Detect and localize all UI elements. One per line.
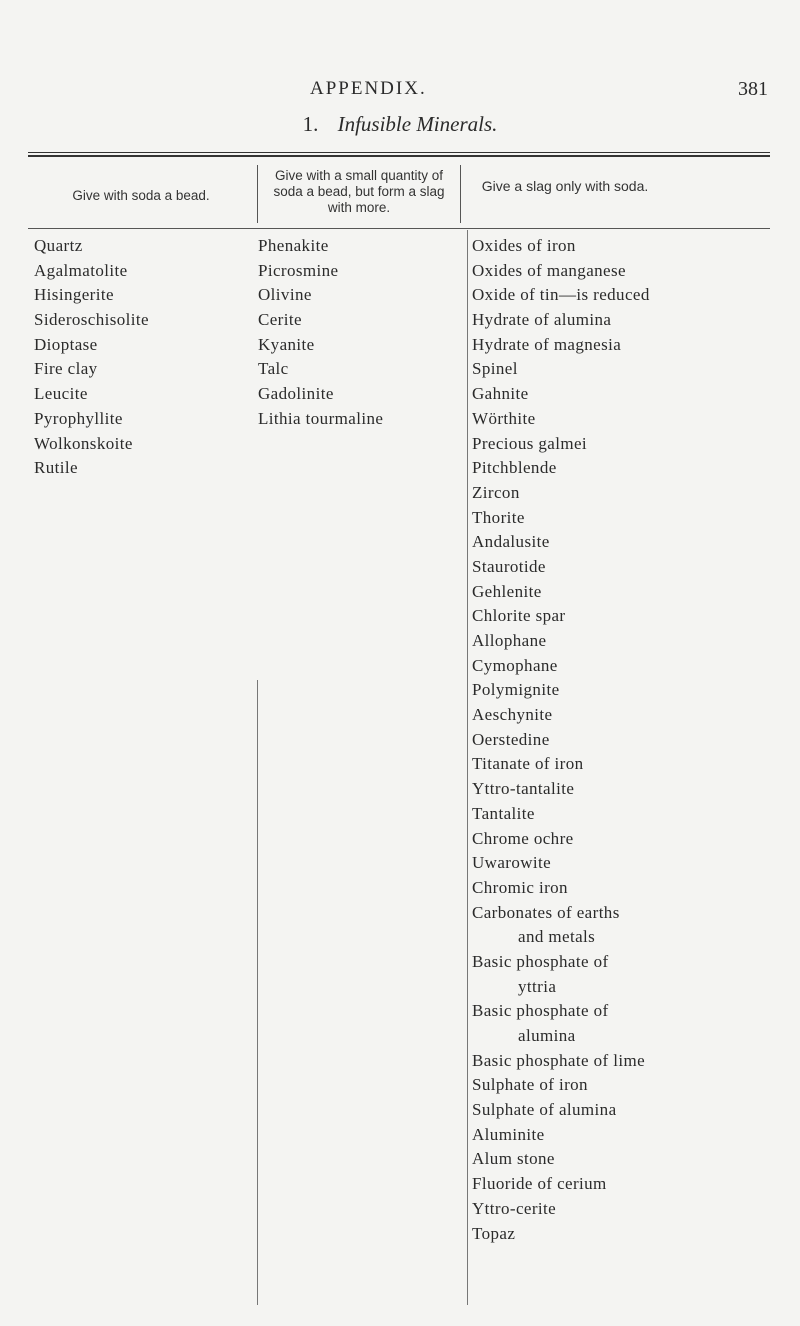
mineral-entry: Yttro-tantalite [472,779,575,799]
mineral-entry: Sulphate of iron [472,1075,588,1095]
table-title [0,112,800,137]
mineral-entry: Oxide of tin—is reduced [472,285,650,305]
mineral-entry: Gahnite [472,384,529,404]
mineral-entry: Dioptase [34,334,98,354]
mineral-entry: Talc [258,359,289,379]
mineral-entry: Olivine [258,285,312,305]
mineral-entry: Rutile [34,458,78,478]
mineral-entry: Fluoride of cerium [472,1174,607,1194]
mineral-entry: Quartz [34,236,83,255]
mineral-entry: Oxides of manganese [472,260,626,280]
mineral-entry: Sideroschisolite [34,310,149,330]
mineral-entry: Oerstedine [472,729,550,749]
running-head: APPENDIX. [310,78,427,99]
mineral-entry: Yttro-cerite [472,1198,557,1218]
column-divider-body-1 [257,680,258,1305]
mineral-entry: Spinel [472,359,518,379]
column-divider-header-2 [460,165,461,223]
header-bottom-rule [28,228,770,229]
mineral-entry: Leucite [34,384,88,404]
mineral-entry: Gadolinite [258,384,334,404]
top-rule-double [28,155,770,157]
column-divider-body-2 [467,230,468,1305]
mineral-entry: Chromic iron [472,877,568,897]
table-name: Infusible Minerals. [337,112,498,136]
mineral-entry: Phenakite [258,236,329,255]
mineral-entry: Aluminite [472,1124,545,1144]
mineral-entry: Wörthite [472,408,536,428]
mineral-entry: Pyrophyllite [34,408,123,428]
mineral-entry: Tantalite [472,803,535,823]
mineral-entry: Lithia tourmaline [258,408,384,428]
page-header [0,78,800,108]
column-header-bead-then-slag: Give with a small quantity of soda a bead, but form a slag with more. [273,168,445,215]
mineral-entry: Aeschynite [472,705,553,725]
mineral-entry: Chlorite spar [472,606,566,626]
mineral-entry: Agalmatolite [34,260,128,280]
mineral-entry: Andalusite [472,532,550,552]
mineral-entry: Picrosmine [258,260,339,280]
mineral-entry: Basic phosphate of lime [472,1050,646,1070]
mineral-entry: Cerite [258,310,302,330]
column-header-bead: Give with soda a bead. [72,188,210,203]
mineral-entry: Hydrate of magnesia [472,334,622,354]
mineral-entry: Sulphate of alumina [472,1100,617,1120]
mineral-entry: Precious galmei [472,433,588,453]
mineral-entry: Titanate of iron [472,754,584,774]
mineral-entry: Wolkonskoite [34,433,133,453]
mineral-entry: Pitchblende [472,458,557,478]
mineral-entry: Oxides of iron [472,236,576,255]
mineral-entry: Hydrate of alumina [472,310,612,330]
mineral-entry: Basic phosphate of [472,951,609,971]
mineral-entry: Alum stone [472,1149,555,1169]
mineral-entry: Kyanite [258,334,315,354]
column-header-slag: Give a slag only with soda. [481,178,649,194]
mineral-entry: Topaz [472,1223,516,1243]
mineral-entry: Gehlenite [472,581,542,601]
top-rule [28,152,770,153]
page-number: 381 [738,78,768,100]
column-divider-header-1 [257,165,258,223]
mineral-entry: Cymophane [472,655,558,675]
mineral-entry: yttria [518,976,557,996]
mineral-entry: Chrome ochre [472,828,574,848]
table-number: 1. [302,112,319,136]
mineral-entry: Allophane [472,631,547,650]
mineral-entry: Carbonates of earths [472,902,620,922]
mineral-entry: Basic phosphate of [472,1001,609,1021]
column-slag [472,234,712,1246]
mineral-entry: Hisingerite [34,285,114,305]
mineral-entry: Staurotide [472,556,546,576]
mineral-entry: alumina [518,1026,576,1045]
mineral-entry: Thorite [472,507,525,527]
mineral-entry: and metals [518,927,596,947]
mineral-entry: Uwarowite [472,853,552,873]
mineral-entry: Zircon [472,482,520,502]
mineral-entry: Fire clay [34,359,98,379]
mineral-entry: Polymignite [472,680,560,700]
column-bead-then-slag [258,234,458,432]
column-bead [34,234,249,481]
